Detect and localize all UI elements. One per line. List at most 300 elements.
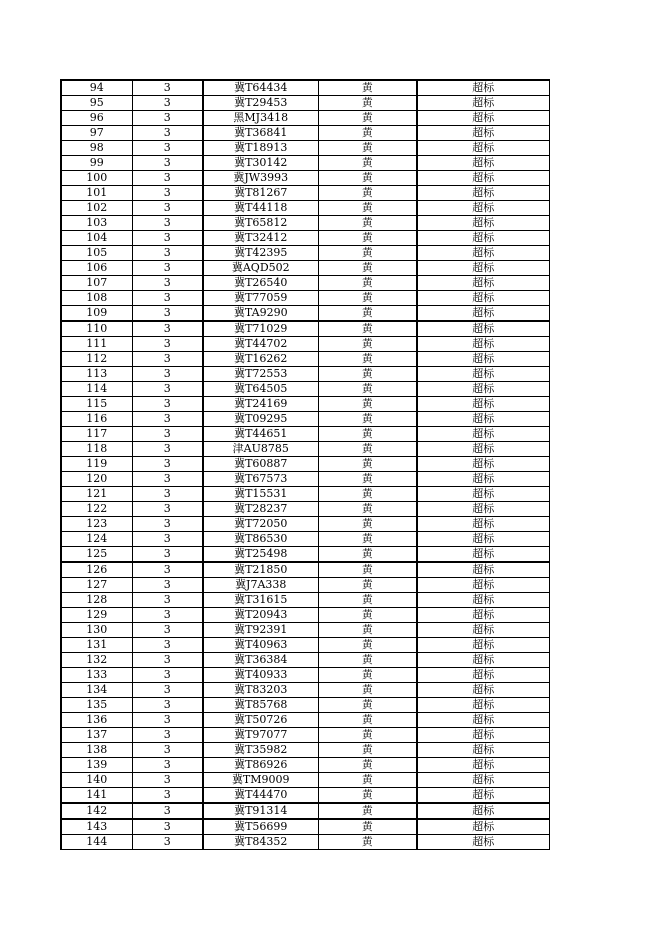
count-cell: 3 bbox=[132, 487, 203, 502]
table-row bbox=[61, 231, 549, 246]
count-cell: 3 bbox=[132, 653, 203, 668]
row-number-cell: 140 bbox=[61, 773, 132, 788]
plate-number-cell: 冀T86530 bbox=[203, 532, 318, 547]
status-cell: 超标 bbox=[417, 96, 549, 111]
table-row bbox=[61, 547, 549, 563]
row-number-cell: 127 bbox=[61, 578, 132, 593]
row-number-cell: 128 bbox=[61, 593, 132, 608]
plate-color-cell: 黄 bbox=[318, 593, 417, 608]
row-number-cell: 114 bbox=[61, 382, 132, 397]
table-row bbox=[61, 728, 549, 743]
row-number-cell: 136 bbox=[61, 713, 132, 728]
plate-color-cell: 黄 bbox=[318, 773, 417, 788]
row-number-cell: 117 bbox=[61, 427, 132, 442]
row-number-cell: 144 bbox=[61, 835, 132, 850]
plate-color-cell: 黄 bbox=[318, 578, 417, 593]
status-cell: 超标 bbox=[417, 743, 549, 758]
row-number-cell: 105 bbox=[61, 246, 132, 261]
status-cell: 超标 bbox=[417, 803, 549, 819]
table-row bbox=[61, 80, 549, 96]
plate-number-cell: 冀T72050 bbox=[203, 517, 318, 532]
plate-color-cell: 黄 bbox=[318, 653, 417, 668]
plate-number-cell: 冀T44118 bbox=[203, 201, 318, 216]
plate-color-cell: 黄 bbox=[318, 758, 417, 773]
table-row bbox=[61, 457, 549, 472]
row-number-cell: 132 bbox=[61, 653, 132, 668]
status-cell: 超标 bbox=[417, 186, 549, 201]
plate-number-cell: 冀T28237 bbox=[203, 502, 318, 517]
count-cell: 3 bbox=[132, 352, 203, 367]
plate-number-cell: 冀T40963 bbox=[203, 638, 318, 653]
plate-number-cell: 冀T64434 bbox=[203, 80, 318, 96]
table-row bbox=[61, 788, 549, 804]
plate-color-cell: 黄 bbox=[318, 397, 417, 412]
plate-color-cell: 黄 bbox=[318, 457, 417, 472]
plate-color-cell: 黄 bbox=[318, 487, 417, 502]
count-cell: 3 bbox=[132, 547, 203, 563]
plate-number-cell: 冀T30142 bbox=[203, 156, 318, 171]
plate-number-cell: 冀T86926 bbox=[203, 758, 318, 773]
count-cell: 3 bbox=[132, 367, 203, 382]
row-number-cell: 122 bbox=[61, 502, 132, 517]
plate-color-cell: 黄 bbox=[318, 788, 417, 804]
plate-color-cell: 黄 bbox=[318, 216, 417, 231]
status-cell: 超标 bbox=[417, 517, 549, 532]
row-number-cell: 104 bbox=[61, 231, 132, 246]
table-row bbox=[61, 743, 549, 758]
status-cell: 超标 bbox=[417, 593, 549, 608]
row-number-cell: 95 bbox=[61, 96, 132, 111]
table-row bbox=[61, 638, 549, 653]
table-row bbox=[61, 593, 549, 608]
plate-number-cell: 冀T29453 bbox=[203, 96, 318, 111]
row-number-cell: 139 bbox=[61, 758, 132, 773]
plate-color-cell: 黄 bbox=[318, 306, 417, 322]
plate-number-cell: 冀T60887 bbox=[203, 457, 318, 472]
row-number-cell: 98 bbox=[61, 141, 132, 156]
table-row bbox=[61, 835, 549, 850]
plate-number-cell: 冀T16262 bbox=[203, 352, 318, 367]
plate-number-cell: 黑MJ3418 bbox=[203, 111, 318, 126]
count-cell: 3 bbox=[132, 457, 203, 472]
plate-number-cell: 冀T31615 bbox=[203, 593, 318, 608]
status-cell: 超标 bbox=[417, 171, 549, 186]
row-number-cell: 130 bbox=[61, 623, 132, 638]
status-cell: 超标 bbox=[417, 457, 549, 472]
plate-color-cell: 黄 bbox=[318, 532, 417, 547]
plate-color-cell: 黄 bbox=[318, 412, 417, 427]
count-cell: 3 bbox=[132, 803, 203, 819]
plate-color-cell: 黄 bbox=[318, 608, 417, 623]
table-row bbox=[61, 668, 549, 683]
table-row bbox=[61, 683, 549, 698]
row-number-cell: 110 bbox=[61, 321, 132, 337]
status-cell: 超标 bbox=[417, 788, 549, 804]
plate-color-cell: 黄 bbox=[318, 698, 417, 713]
table-row bbox=[61, 517, 549, 532]
plate-number-cell: 冀T26540 bbox=[203, 276, 318, 291]
count-cell: 3 bbox=[132, 276, 203, 291]
plate-color-cell: 黄 bbox=[318, 547, 417, 563]
plate-color-cell: 黄 bbox=[318, 96, 417, 111]
table-row bbox=[61, 96, 549, 111]
count-cell: 3 bbox=[132, 306, 203, 322]
count-cell: 3 bbox=[132, 171, 203, 186]
table-row bbox=[61, 367, 549, 382]
plate-color-cell: 黄 bbox=[318, 803, 417, 819]
plate-number-cell: 冀T15531 bbox=[203, 487, 318, 502]
table-row bbox=[61, 713, 549, 728]
count-cell: 3 bbox=[132, 683, 203, 698]
plate-color-cell: 黄 bbox=[318, 352, 417, 367]
plate-number-cell: 冀T85768 bbox=[203, 698, 318, 713]
status-cell: 超标 bbox=[417, 713, 549, 728]
plate-number-cell: 冀T40933 bbox=[203, 668, 318, 683]
plate-color-cell: 黄 bbox=[318, 111, 417, 126]
table-row bbox=[61, 773, 549, 788]
status-cell: 超标 bbox=[417, 758, 549, 773]
count-cell: 3 bbox=[132, 835, 203, 850]
plate-number-cell: 冀T09295 bbox=[203, 412, 318, 427]
status-cell: 超标 bbox=[417, 502, 549, 517]
plate-number-cell: 冀T72553 bbox=[203, 367, 318, 382]
table-row bbox=[61, 472, 549, 487]
status-cell: 超标 bbox=[417, 578, 549, 593]
row-number-cell: 143 bbox=[61, 819, 132, 835]
plate-number-cell: 冀T67573 bbox=[203, 472, 318, 487]
plate-color-cell: 黄 bbox=[318, 276, 417, 291]
count-cell: 3 bbox=[132, 788, 203, 804]
plate-number-cell: 冀T20943 bbox=[203, 608, 318, 623]
row-number-cell: 116 bbox=[61, 412, 132, 427]
status-cell: 超标 bbox=[417, 321, 549, 337]
plate-number-cell: 冀T83203 bbox=[203, 683, 318, 698]
status-cell: 超标 bbox=[417, 653, 549, 668]
plate-color-cell: 黄 bbox=[318, 623, 417, 638]
table-row bbox=[61, 246, 549, 261]
row-number-cell: 135 bbox=[61, 698, 132, 713]
plate-number-cell: 冀TM9009 bbox=[203, 773, 318, 788]
plate-color-cell: 黄 bbox=[318, 427, 417, 442]
status-cell: 超标 bbox=[417, 442, 549, 457]
count-cell: 3 bbox=[132, 502, 203, 517]
plate-color-cell: 黄 bbox=[318, 321, 417, 337]
table-row bbox=[61, 306, 549, 322]
plate-color-cell: 黄 bbox=[318, 743, 417, 758]
count-cell: 3 bbox=[132, 623, 203, 638]
count-cell: 3 bbox=[132, 111, 203, 126]
plate-color-cell: 黄 bbox=[318, 261, 417, 276]
row-number-cell: 112 bbox=[61, 352, 132, 367]
plate-number-cell: 冀T44470 bbox=[203, 788, 318, 804]
status-cell: 超标 bbox=[417, 427, 549, 442]
count-cell: 3 bbox=[132, 743, 203, 758]
row-number-cell: 131 bbox=[61, 638, 132, 653]
count-cell: 3 bbox=[132, 713, 203, 728]
count-cell: 3 bbox=[132, 638, 203, 653]
status-cell: 超标 bbox=[417, 111, 549, 126]
row-number-cell: 108 bbox=[61, 291, 132, 306]
table-row bbox=[61, 487, 549, 502]
status-cell: 超标 bbox=[417, 367, 549, 382]
count-cell: 3 bbox=[132, 141, 203, 156]
row-number-cell: 102 bbox=[61, 201, 132, 216]
table-row bbox=[61, 321, 549, 337]
table-row bbox=[61, 111, 549, 126]
row-number-cell: 137 bbox=[61, 728, 132, 743]
count-cell: 3 bbox=[132, 427, 203, 442]
count-cell: 3 bbox=[132, 382, 203, 397]
plate-number-cell: 冀T25498 bbox=[203, 547, 318, 563]
plate-color-cell: 黄 bbox=[318, 668, 417, 683]
status-cell: 超标 bbox=[417, 698, 549, 713]
plate-number-cell: 冀T81267 bbox=[203, 186, 318, 201]
plate-color-cell: 黄 bbox=[318, 835, 417, 850]
table-row bbox=[61, 126, 549, 141]
plate-color-cell: 黄 bbox=[318, 819, 417, 835]
table-row bbox=[61, 608, 549, 623]
table-row bbox=[61, 141, 549, 156]
count-cell: 3 bbox=[132, 472, 203, 487]
table-row bbox=[61, 156, 549, 171]
status-cell: 超标 bbox=[417, 291, 549, 306]
count-cell: 3 bbox=[132, 698, 203, 713]
plate-color-cell: 黄 bbox=[318, 291, 417, 306]
status-cell: 超标 bbox=[417, 668, 549, 683]
status-cell: 超标 bbox=[417, 352, 549, 367]
status-cell: 超标 bbox=[417, 141, 549, 156]
plate-number-cell: 津AU8785 bbox=[203, 442, 318, 457]
plate-number-cell: 冀T42395 bbox=[203, 246, 318, 261]
row-number-cell: 129 bbox=[61, 608, 132, 623]
plate-color-cell: 黄 bbox=[318, 562, 417, 578]
plate-color-cell: 黄 bbox=[318, 442, 417, 457]
row-number-cell: 103 bbox=[61, 216, 132, 231]
count-cell: 3 bbox=[132, 442, 203, 457]
table-row bbox=[61, 653, 549, 668]
table-row bbox=[61, 382, 549, 397]
row-number-cell: 134 bbox=[61, 683, 132, 698]
row-number-cell: 142 bbox=[61, 803, 132, 819]
count-cell: 3 bbox=[132, 231, 203, 246]
row-number-cell: 126 bbox=[61, 562, 132, 578]
table-row bbox=[61, 201, 549, 216]
count-cell: 3 bbox=[132, 819, 203, 835]
plate-number-cell: 冀T91314 bbox=[203, 803, 318, 819]
table-row bbox=[61, 758, 549, 773]
count-cell: 3 bbox=[132, 412, 203, 427]
status-cell: 超标 bbox=[417, 126, 549, 141]
plate-color-cell: 黄 bbox=[318, 80, 417, 96]
status-cell: 超标 bbox=[417, 261, 549, 276]
plate-number-cell: 冀T64505 bbox=[203, 382, 318, 397]
plate-number-cell: 冀T92391 bbox=[203, 623, 318, 638]
count-cell: 3 bbox=[132, 728, 203, 743]
count-cell: 3 bbox=[132, 291, 203, 306]
plate-number-cell: 冀T65812 bbox=[203, 216, 318, 231]
table-row bbox=[61, 171, 549, 186]
plate-number-cell: 冀T36384 bbox=[203, 653, 318, 668]
table-row bbox=[61, 276, 549, 291]
plate-number-cell: 冀T44702 bbox=[203, 337, 318, 352]
plate-color-cell: 黄 bbox=[318, 141, 417, 156]
status-cell: 超标 bbox=[417, 306, 549, 322]
row-number-cell: 99 bbox=[61, 156, 132, 171]
count-cell: 3 bbox=[132, 186, 203, 201]
count-cell: 3 bbox=[132, 773, 203, 788]
row-number-cell: 119 bbox=[61, 457, 132, 472]
status-cell: 超标 bbox=[417, 623, 549, 638]
row-number-cell: 96 bbox=[61, 111, 132, 126]
plate-color-cell: 黄 bbox=[318, 201, 417, 216]
row-number-cell: 118 bbox=[61, 442, 132, 457]
row-number-cell: 100 bbox=[61, 171, 132, 186]
status-cell: 超标 bbox=[417, 608, 549, 623]
table-row bbox=[61, 532, 549, 547]
plate-number-cell: 冀T56699 bbox=[203, 819, 318, 835]
row-number-cell: 141 bbox=[61, 788, 132, 804]
plate-number-cell: 冀T21850 bbox=[203, 562, 318, 578]
count-cell: 3 bbox=[132, 80, 203, 96]
plate-color-cell: 黄 bbox=[318, 337, 417, 352]
row-number-cell: 111 bbox=[61, 337, 132, 352]
plate-color-cell: 黄 bbox=[318, 126, 417, 141]
plate-number-cell: 冀T77059 bbox=[203, 291, 318, 306]
status-cell: 超标 bbox=[417, 382, 549, 397]
status-cell: 超标 bbox=[417, 337, 549, 352]
status-cell: 超标 bbox=[417, 683, 549, 698]
plate-number-cell: 冀J7A338 bbox=[203, 578, 318, 593]
count-cell: 3 bbox=[132, 126, 203, 141]
table-row bbox=[61, 397, 549, 412]
table-row bbox=[61, 261, 549, 276]
count-cell: 3 bbox=[132, 201, 203, 216]
plate-color-cell: 黄 bbox=[318, 231, 417, 246]
table-row bbox=[61, 502, 549, 517]
row-number-cell: 107 bbox=[61, 276, 132, 291]
table-row bbox=[61, 562, 549, 578]
status-cell: 超标 bbox=[417, 562, 549, 578]
status-cell: 超标 bbox=[417, 231, 549, 246]
status-cell: 超标 bbox=[417, 547, 549, 563]
plate-number-cell: 冀T32412 bbox=[203, 231, 318, 246]
plate-color-cell: 黄 bbox=[318, 156, 417, 171]
table-row bbox=[61, 186, 549, 201]
row-number-cell: 120 bbox=[61, 472, 132, 487]
table-row bbox=[61, 291, 549, 306]
row-number-cell: 106 bbox=[61, 261, 132, 276]
count-cell: 3 bbox=[132, 578, 203, 593]
plate-color-cell: 黄 bbox=[318, 502, 417, 517]
table-row bbox=[61, 412, 549, 427]
row-number-cell: 109 bbox=[61, 306, 132, 322]
row-number-cell: 138 bbox=[61, 743, 132, 758]
count-cell: 3 bbox=[132, 337, 203, 352]
plate-number-cell: 冀T18913 bbox=[203, 141, 318, 156]
plate-number-cell: 冀T50726 bbox=[203, 713, 318, 728]
row-number-cell: 124 bbox=[61, 532, 132, 547]
table-row bbox=[61, 337, 549, 352]
status-cell: 超标 bbox=[417, 397, 549, 412]
table-row bbox=[61, 578, 549, 593]
plate-number-cell: 冀T44651 bbox=[203, 427, 318, 442]
status-cell: 超标 bbox=[417, 412, 549, 427]
count-cell: 3 bbox=[132, 668, 203, 683]
count-cell: 3 bbox=[132, 593, 203, 608]
plate-color-cell: 黄 bbox=[318, 638, 417, 653]
count-cell: 3 bbox=[132, 758, 203, 773]
count-cell: 3 bbox=[132, 562, 203, 578]
plate-number-cell: 冀T84352 bbox=[203, 835, 318, 850]
plate-number-cell: 冀T36841 bbox=[203, 126, 318, 141]
status-cell: 超标 bbox=[417, 156, 549, 171]
status-cell: 超标 bbox=[417, 819, 549, 835]
data-table bbox=[60, 79, 550, 850]
status-cell: 超标 bbox=[417, 246, 549, 261]
plate-color-cell: 黄 bbox=[318, 171, 417, 186]
plate-color-cell: 黄 bbox=[318, 246, 417, 261]
plate-color-cell: 黄 bbox=[318, 367, 417, 382]
count-cell: 3 bbox=[132, 156, 203, 171]
row-number-cell: 113 bbox=[61, 367, 132, 382]
table-row bbox=[61, 803, 549, 819]
status-cell: 超标 bbox=[417, 835, 549, 850]
status-cell: 超标 bbox=[417, 728, 549, 743]
plate-color-cell: 黄 bbox=[318, 683, 417, 698]
count-cell: 3 bbox=[132, 96, 203, 111]
row-number-cell: 101 bbox=[61, 186, 132, 201]
row-number-cell: 125 bbox=[61, 547, 132, 563]
table-row bbox=[61, 352, 549, 367]
row-number-cell: 121 bbox=[61, 487, 132, 502]
table-row bbox=[61, 427, 549, 442]
row-number-cell: 133 bbox=[61, 668, 132, 683]
status-cell: 超标 bbox=[417, 276, 549, 291]
row-number-cell: 94 bbox=[61, 80, 132, 96]
table-row bbox=[61, 442, 549, 457]
plate-number-cell: 冀T35982 bbox=[203, 743, 318, 758]
status-cell: 超标 bbox=[417, 472, 549, 487]
count-cell: 3 bbox=[132, 532, 203, 547]
table-row bbox=[61, 216, 549, 231]
status-cell: 超标 bbox=[417, 773, 549, 788]
plate-number-cell: 冀JW3993 bbox=[203, 171, 318, 186]
plate-color-cell: 黄 bbox=[318, 517, 417, 532]
status-cell: 超标 bbox=[417, 216, 549, 231]
count-cell: 3 bbox=[132, 397, 203, 412]
plate-color-cell: 黄 bbox=[318, 728, 417, 743]
status-cell: 超标 bbox=[417, 80, 549, 96]
status-cell: 超标 bbox=[417, 532, 549, 547]
table-row bbox=[61, 698, 549, 713]
row-number-cell: 115 bbox=[61, 397, 132, 412]
plate-number-cell: 冀T24169 bbox=[203, 397, 318, 412]
count-cell: 3 bbox=[132, 216, 203, 231]
table-row bbox=[61, 819, 549, 835]
count-cell: 3 bbox=[132, 321, 203, 337]
plate-color-cell: 黄 bbox=[318, 186, 417, 201]
plate-color-cell: 黄 bbox=[318, 713, 417, 728]
count-cell: 3 bbox=[132, 246, 203, 261]
row-number-cell: 123 bbox=[61, 517, 132, 532]
row-number-cell: 97 bbox=[61, 126, 132, 141]
table-body bbox=[61, 80, 549, 850]
count-cell: 3 bbox=[132, 261, 203, 276]
plate-number-cell: 冀T97077 bbox=[203, 728, 318, 743]
plate-number-cell: 冀TA9290 bbox=[203, 306, 318, 322]
status-cell: 超标 bbox=[417, 201, 549, 216]
count-cell: 3 bbox=[132, 517, 203, 532]
